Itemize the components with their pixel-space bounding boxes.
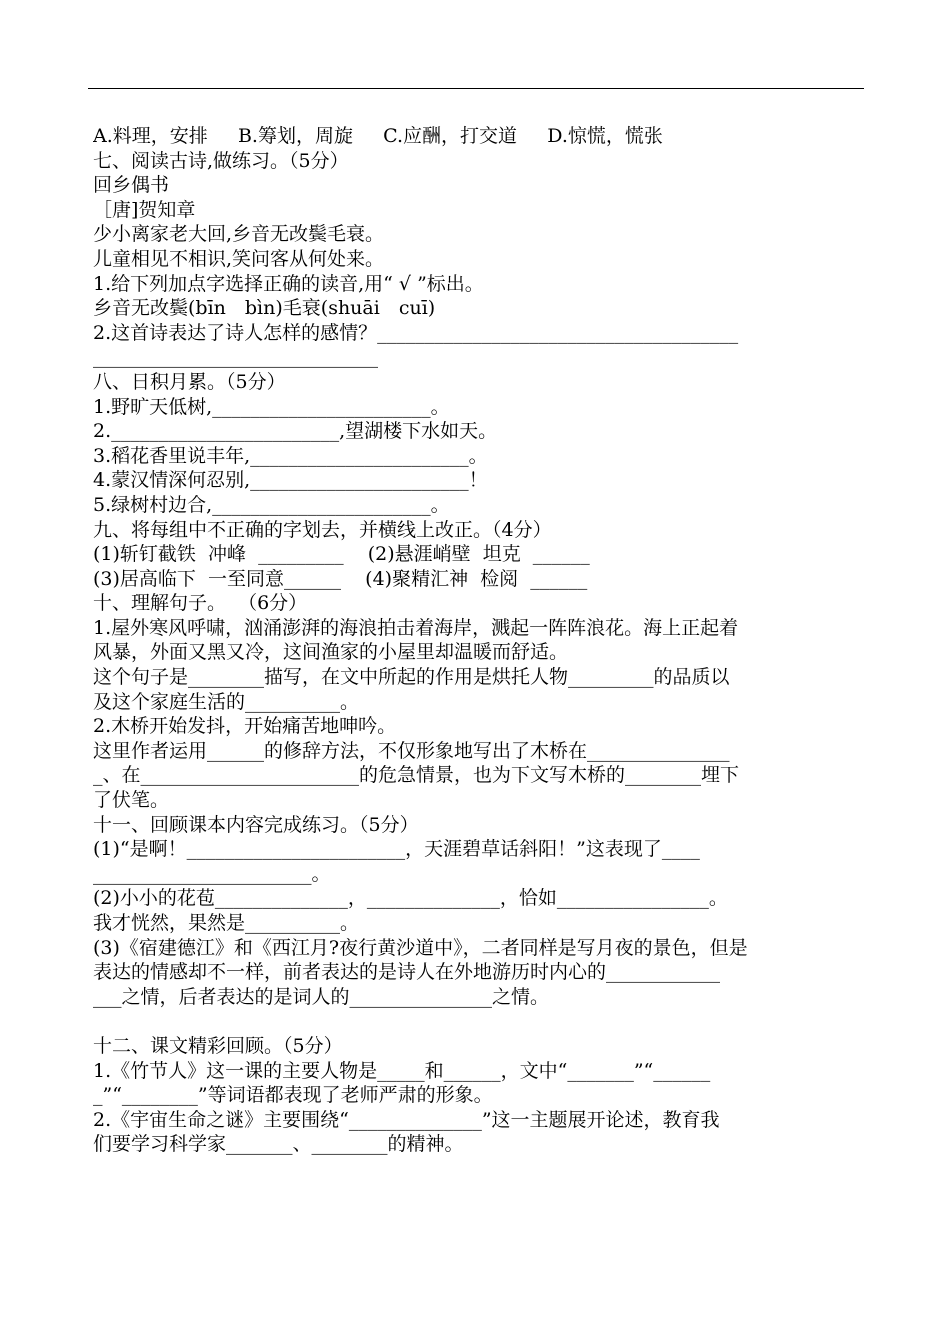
section-11-heading: 十一、回顾课本内容完成练习。（5分） (93, 813, 419, 836)
section-10-q2-blank-3: 了伏笔。 (93, 789, 170, 812)
section-9-row-1: (1)斩钉截铁 冲峰 _________ (2)悬涯峭壁 坦克 ______ (93, 543, 590, 566)
section-11-q1-line-2: _______________________。 (93, 862, 331, 885)
section-12-heading: 十二、课文精彩回顾。（5分） (93, 1034, 343, 1057)
section-11-q3-line-3: ___之情，后者表达的是词人的_______________之情。 (93, 985, 550, 1008)
section-7-heading: 七、阅读古诗,做练习。（5分） (93, 149, 349, 172)
section-8-item-3: 3.稻花香里说丰年,_______________________。 (93, 444, 488, 467)
section-8-item-5: 5.绿树村边合,_______________________。 (93, 493, 450, 516)
section-11-q2-line-2: 我才恍然，果然是__________。 (93, 912, 360, 934)
section-10-q2-text: 2.木桥开始发抖，开始痛苦地呻吟。 (93, 715, 397, 738)
section-8-item-1: 1.野旷天低树,_______________________。 (93, 395, 450, 418)
section-10-q2-blank-2: _、在_______________________的危急情景，也为下文写木桥的________埋下 (93, 764, 740, 787)
section-9-row-2: (3)居高临下 一至同意______ (4)聚精汇神 检阅 ______ (93, 567, 588, 590)
spacer (93, 1009, 863, 1034)
section-10-heading: 十、理解句子。 （6分） (93, 592, 308, 615)
choice-options-line: A.料理，安排 B.筹划，周旋 C.应酬，打交道 D.惊慌，慌张 (93, 125, 663, 147)
section-10-q1-text-2: 风暴，外面又黑又冷，这间渔家的小屋里却温暖而舒适。 (93, 641, 569, 664)
section-10-q1-blank-2: 及这个家庭生活的__________。 (93, 690, 360, 713)
section-12-q1-line-1: 1.《竹节人》这一课的主要人物是_____和______，文中“_______”“______ (93, 1059, 711, 1082)
section-11-q2-line-1: (2)小小的花苞______________，______________，恰如________________。 (93, 887, 728, 910)
section-8-heading: 八、日积月累。（5分） (93, 370, 286, 393)
section-11-q1-line-1: (1)“是啊！_______________________，天涯碧草话斜阳！”这表现了____ (93, 838, 700, 861)
section-8-item-4: 4.蒙汉情深何忍别,_______________________！ (93, 469, 488, 492)
section-10-q1-text-1: 1.屋外寒风呼啸，汹涌澎湃的海浪拍击着海岸，溅起一阵阵浪花。海上正起着 (93, 616, 739, 639)
section-7-pinyin-choices: 乡音无改鬓(bīn bìn)毛衰(shuāi cuī) (93, 297, 436, 320)
section-12-q1-line-2: _”“________”等词语都表现了老师严肃的形象。 (93, 1084, 493, 1107)
document-body (93, 124, 863, 1157)
poem-author: ［唐]贺知章 (93, 198, 196, 221)
header-rule (88, 88, 864, 89)
section-7-question-1: 1.给下列加点字选择正确的读音,用“ √ ”标出。 (93, 272, 484, 295)
section-8-item-2: 2.________________________,望湖楼下水如天。 (93, 420, 498, 443)
section-7-answer-blank: ______________________________ (93, 346, 378, 369)
section-10-q2-blank-1: 这里作者运用______的修辞方法，不仅形象地写出了木桥在_______________ (93, 739, 730, 762)
poem-line-1: 少小离家老大回,乡音无改鬓毛衰。 (93, 223, 385, 246)
section-12-q2-line-1: 2.《宇宙生命之谜》主要围绕“______________”这一主题展开论述，教育我 (93, 1108, 720, 1131)
section-12-q2-line-2: 们要学习科学家_______、________的精神。 (93, 1133, 464, 1156)
section-9-heading: 九、将每组中不正确的字划去，并横线上改正。（4分） (93, 518, 552, 541)
poem-line-2: 儿童相见不相识,笑问客从何处来。 (93, 247, 385, 270)
section-7-question-2: 2.这首诗表达了诗人怎样的感情？______________________________________ (93, 321, 739, 344)
section-11-q3-line-2: 表达的情感却不一样，前者表达的是诗人在外地游历时内心的____________ (93, 961, 721, 984)
section-11-q3-line-1: (3)《宿建德江》和《西江月?夜行黄沙道中》，二者同样是写月夜的景色，但是 (93, 936, 748, 959)
section-10-q1-blank-1: 这个句子是________描写，在文中所起的作用是烘托人物_________的品质以 (93, 666, 730, 689)
poem-title: 回乡偶书 (93, 174, 170, 197)
